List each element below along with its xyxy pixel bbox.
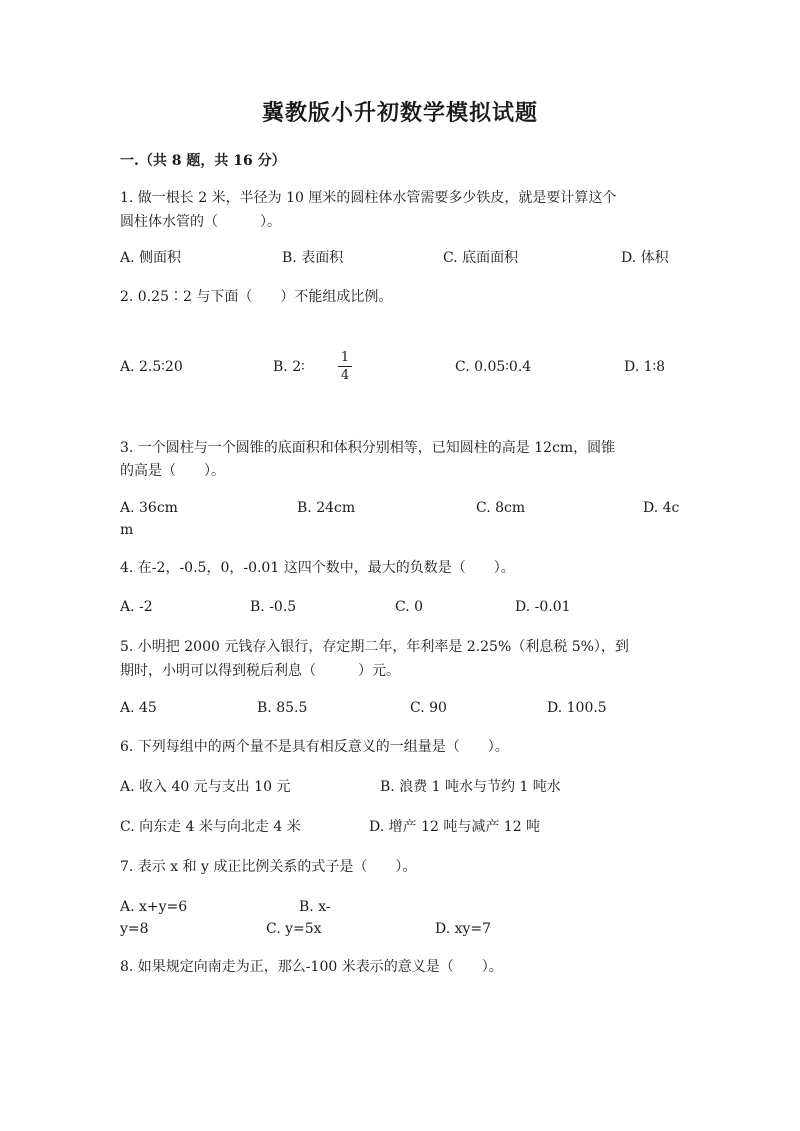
q6-option-d: D. 增产 12 吨与减产 12 吨 (369, 819, 541, 835)
q1-option-a: A. 侧面积 (120, 250, 182, 266)
q2-option-c: C. 0.05∶0.4 (455, 359, 532, 375)
q7-option-d: D. xy=7 (435, 921, 492, 937)
q3-option-a: A. 36cm (120, 500, 178, 516)
question-5-line-1: 5. 小明把 2000 元钱存入银行，存定期二年，年利率是 2.25%（利息税 5%），到 (120, 639, 629, 655)
q2-option-a: A. 2.5∶20 (120, 359, 183, 375)
fraction-denominator: 4 (340, 368, 350, 383)
q3-option-d: D. 4c (643, 500, 680, 516)
q7-option-a: A. x+y=6 (120, 899, 188, 915)
question-3-line-2: 的高是（ ）。 (120, 463, 225, 479)
q5-option-a: A. 45 (120, 700, 157, 716)
q7-option-b: B. x- (299, 899, 331, 915)
question-1-line-1: 1. 做一根长 2 米，半径为 10 厘米的圆柱体水管需要多少铁皮，就是要计算这个 (120, 190, 617, 206)
section-heading: 一.（共 8 题，共 16 分） (120, 153, 286, 169)
q2-fraction (338, 350, 352, 383)
q4-option-d: D. -0.01 (515, 599, 571, 615)
q3-option-c: C. 8cm (476, 500, 526, 516)
fraction-numerator: 1 (340, 350, 350, 365)
q1-option-b: B. 表面积 (282, 250, 344, 266)
q2-option-b: B. 2∶ (273, 359, 305, 375)
q4-option-c: C. 0 (395, 599, 424, 615)
q4-option-a: A. -2 (120, 599, 153, 615)
q5-option-c: C. 90 (410, 700, 447, 716)
q4-option-b: B. -0.5 (250, 599, 297, 615)
question-2-line-1: 2. 0.25∶2 与下面（ ）不能组成比例。 (120, 289, 393, 305)
q1-option-c: C. 底面面积 (443, 250, 519, 266)
q3-option-d-wrap: m (120, 522, 134, 538)
question-6-line-1: 6. 下列每组中的两个量不是具有相反意义的一组量是（ ）。 (120, 739, 509, 755)
q5-option-b: B. 85.5 (257, 700, 308, 716)
page-title: 冀教版小升初数学模拟试题 (261, 100, 538, 126)
question-7-line-1: 7. 表示 x 和 y 成正比例关系的式子是（ ）。 (120, 859, 417, 875)
question-3-line-1: 3. 一个圆柱与一个圆锥的底面积和体积分别相等，已知圆柱的高是 12cm，圆锥 (120, 440, 616, 456)
q6-option-a: A. 收入 40 元与支出 10 元 (120, 779, 291, 795)
question-8-line-1: 8. 如果规定向南走为正，那么-100 米表示的意义是（ ）。 (120, 959, 503, 975)
q5-option-d: D. 100.5 (547, 700, 607, 716)
q3-option-b: B. 24cm (297, 500, 356, 516)
question-5-line-2: 期时，小明可以得到税后利息（ ）元。 (120, 663, 400, 679)
q7-option-b-wrap: y=8 (120, 921, 149, 937)
question-4-line-1: 4. 在-2，-0.5，0，-0.01 这四个数中，最大的负数是（ ）。 (120, 560, 515, 576)
q2-option-d: D. 1∶8 (624, 359, 666, 375)
question-1-line-2: 圆柱体水管的（ ）。 (120, 214, 281, 230)
q6-option-b: B. 浪费 1 吨水与节约 1 吨水 (380, 779, 561, 795)
q1-option-d: D. 体积 (621, 250, 669, 266)
fraction-bar (338, 366, 352, 367)
q6-option-c: C. 向东走 4 米与向北走 4 米 (120, 819, 301, 835)
q7-option-c: C. y=5x (266, 921, 322, 937)
